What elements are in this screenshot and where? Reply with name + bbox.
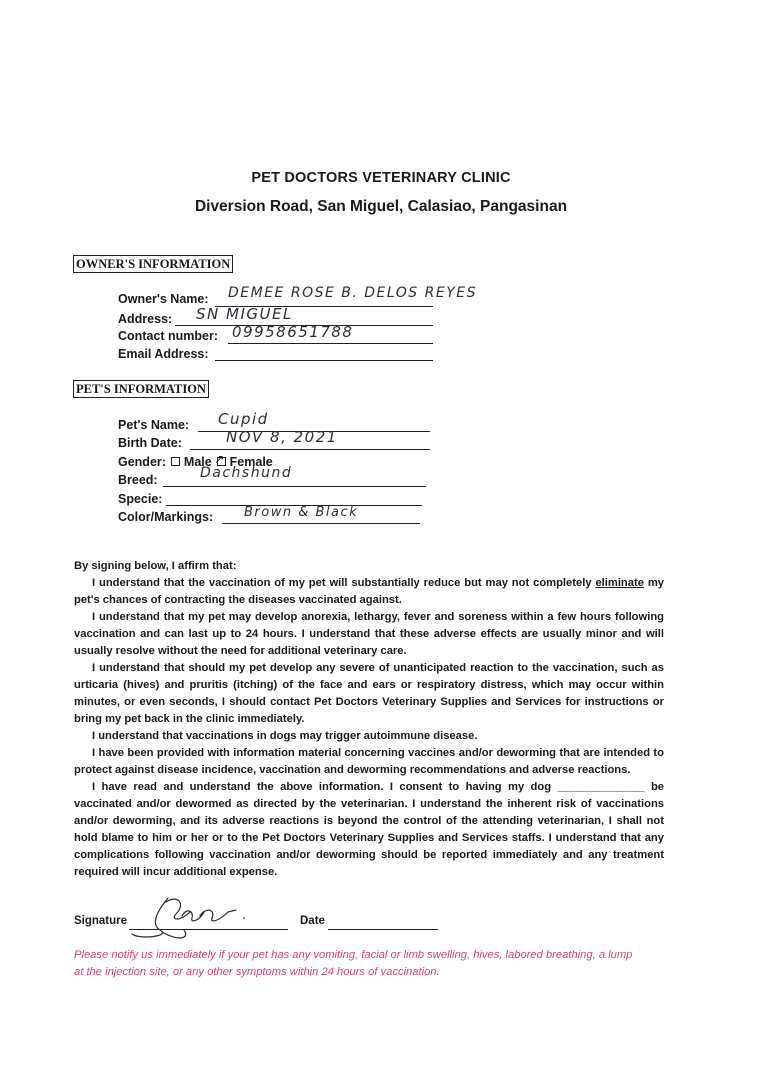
specie-label: Specie: <box>118 492 163 506</box>
birth-date-label: Birth Date: <box>118 436 182 450</box>
consent-paragraph-1 <box>74 575 664 609</box>
owner-name-value[interactable]: DEMEE ROSE B. DELOS REYES <box>228 285 477 301</box>
contact-value[interactable]: 09958651788 <box>232 323 354 341</box>
consent-p1-text: I understand that the vaccination of my pet will substantially reduce but may not completely <box>92 577 596 589</box>
owner-section-title: OWNER'S INFORMATION <box>73 255 233 273</box>
consent-paragraph-4: I understand that vaccinations in dogs may trigger autoimmune disease. <box>92 730 478 742</box>
color-line <box>222 523 420 524</box>
signature-drawing <box>120 890 250 946</box>
consent-paragraph-6 <box>74 779 664 881</box>
breed-value[interactable]: Dachshund <box>200 465 293 481</box>
dog-name-blank[interactable]: ______________ <box>557 781 645 793</box>
birth-date-line <box>190 449 430 450</box>
address-value[interactable]: SN MIGUEL <box>196 305 293 323</box>
consent-p6-text: I have read and understand the above information. I consent to having my dog <box>92 781 552 793</box>
birth-date-value[interactable]: NOV 8, 2021 <box>226 428 338 446</box>
date-line <box>328 929 438 930</box>
clinic-address: Diversion Road, San Miguel, Calasiao, Pangasinan <box>194 198 568 215</box>
breed-label: Breed: <box>118 473 158 487</box>
contact-line <box>228 343 433 344</box>
consent-p6-text-end: be vaccinated and/or dewormed as directed by the veterinarian. I understand the inherent risk of vaccinations and/or deworming, and its adverse reactions is beyond the control of the attending veterinarian, I shall not hold blame to him or her or to the Pet Doctors Veterinary Supplies and Services staffs. I understand that any complications following vaccination and/or deworming should be reported immediately and any treatment required will incur additional expense. <box>74 781 665 878</box>
breed-line <box>163 486 426 487</box>
consent-p1-underlined: eliminate <box>595 577 644 589</box>
owner-name-label: Owner's Name: <box>118 292 209 306</box>
consent-intro: By signing below, I affirm that: <box>74 560 237 572</box>
male-checkbox[interactable] <box>171 457 180 466</box>
clinic-name: PET DOCTORS VETERINARY CLINIC <box>251 170 511 186</box>
color-value[interactable]: Brown & Black <box>244 505 359 520</box>
consent-paragraph-2: I understand that my pet may develop anorexia, lethargy, fever and soreness within a few hours following vaccination and can last up to 24 hours. I understand that these adverse effects are usually minor and will usually resolve without the need for additional veterinary care. <box>74 611 664 657</box>
consent-paragraph-3: I understand that should my pet develop any severe of unanticipated reaction to the vaccination, such as urticaria (hives) and pruritis (itching) of the face and ears or respiratory distress, which may occur within minutes, or even seconds, I should contact Pet Doctors Veterinary Supplies and Services for instructions or bring my pet back in the clinic immediately. <box>74 662 664 725</box>
consent-p1-text-end: my pet's chances of contracting the diseases vaccinated against. <box>74 577 664 606</box>
color-label: Color/Markings: <box>118 510 214 524</box>
clinic-header <box>0 170 762 216</box>
pet-name-label: Pet's Name: <box>118 418 190 432</box>
check-mark-icon: ↗ <box>214 452 225 466</box>
contact-label: Contact number: <box>118 329 218 343</box>
email-label: Email Address: <box>118 347 209 361</box>
signature-label: Signature <box>74 915 128 927</box>
male-option-label: Male <box>183 455 212 469</box>
consent-text <box>74 558 664 881</box>
pet-name-value[interactable]: Cupid <box>218 410 269 428</box>
email-line <box>215 360 433 361</box>
female-option-label: Female <box>229 455 273 469</box>
notify-footnote: Please notify us immediately if your pet has any vomiting, facial or limb swelling, hives, labored breathing, a lump at the injection site, or any other symptoms within 24 hours of vaccination. <box>74 949 633 978</box>
consent-paragraph-5: I have been provided with information material concerning vaccines and/or deworming that are intended to protect against disease incidence, vaccination and deworming recommendations and adverse reactions. <box>74 747 664 776</box>
address-label: Address: <box>118 312 173 326</box>
pet-section-title: PET'S INFORMATION <box>73 380 209 398</box>
gender-label: Gender: <box>118 455 166 469</box>
date-label: Date <box>300 915 325 927</box>
